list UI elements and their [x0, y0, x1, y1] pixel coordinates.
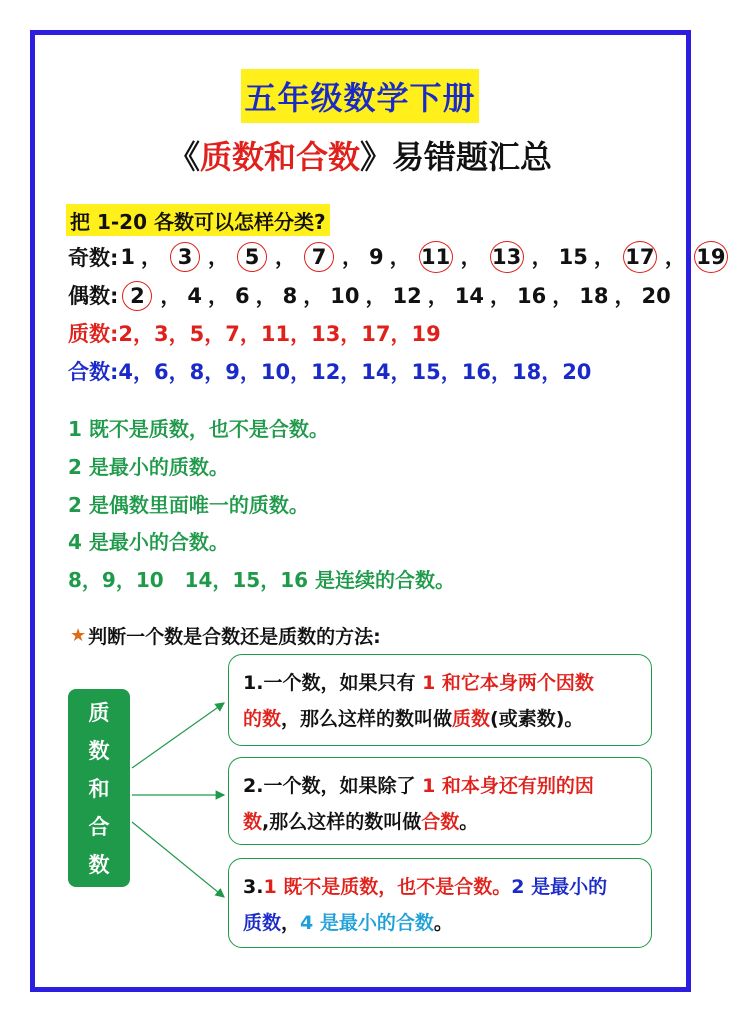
box1-text: 1.一个数，如果只有 — [243, 672, 423, 694]
circled-number: 13 — [490, 241, 524, 273]
box3-blue-text: 2 是最小的 — [511, 876, 608, 898]
number: 16 — [516, 283, 547, 308]
subtitle-topic: 质数和合数 — [199, 138, 360, 176]
number: 18 — [579, 283, 609, 308]
box3-text: 。 — [433, 912, 453, 934]
box3-text: ， — [281, 912, 301, 934]
box3-blue-text: 质数 — [243, 912, 282, 934]
side-char: 合 — [88, 815, 110, 839]
separator: ， — [303, 283, 325, 308]
circled-number: 19 — [694, 241, 728, 273]
page-title: 五年级数学下册 — [241, 69, 479, 123]
box2-red-text: 数 — [243, 811, 263, 833]
fact-item: 2 是偶数里面唯一的质数。 — [68, 492, 309, 517]
box2-text: 2.一个数，如果除了 — [243, 775, 423, 797]
separator: ， — [255, 283, 277, 308]
method-title: 判断一个数是合数还是质数的方法: — [88, 625, 381, 648]
separator: ， — [141, 245, 163, 269]
even-label: 偶数: — [68, 284, 119, 308]
circled-number: 7 — [304, 242, 334, 272]
number: 6 — [235, 283, 250, 308]
star-icon: ★ — [70, 624, 87, 646]
summary-box — [228, 858, 652, 948]
side-char: 数 — [88, 739, 110, 763]
separator: ， — [531, 245, 553, 269]
prime-label: 质数: — [68, 322, 119, 346]
fact-item: 8，9，10 14，15，16 是连续的合数。 — [68, 567, 456, 592]
separator: ， — [664, 245, 686, 269]
number: 14 — [454, 283, 484, 308]
box2-text: 。 — [459, 811, 479, 833]
box2-term: 合数 — [421, 811, 460, 833]
definition-box-prime — [228, 654, 652, 746]
separator: ， — [208, 283, 230, 308]
separator: ， — [593, 245, 615, 269]
box3-red-text: 1 既不是质数，也不是合数。 — [263, 876, 512, 898]
separator: ， — [460, 245, 482, 269]
box1-text: ，那么这样的数叫做 — [281, 708, 453, 730]
fact-item: 2 是最小的质数。 — [68, 454, 229, 479]
circled-number: 3 — [170, 242, 200, 272]
separator: ， — [342, 245, 364, 269]
separator: ， — [208, 245, 230, 269]
number: 12 — [392, 283, 422, 308]
arrow-to-box1 — [132, 703, 224, 768]
composite-list: 4，6，8，9，10，12，14，15，16，18，20 — [118, 360, 592, 384]
box1-red-text: 1 和它本身两个因数 — [422, 672, 594, 694]
number: 8 — [282, 283, 298, 308]
separator: ， — [160, 283, 182, 308]
number: 1 — [120, 245, 136, 269]
circled-number: 17 — [623, 241, 657, 273]
box1-term: 质数 — [452, 708, 491, 730]
fact-item: 1 既不是质数，也不是合数。 — [68, 416, 329, 441]
fact-item: 4 是最小的合数。 — [68, 529, 229, 554]
separator: ， — [275, 245, 297, 269]
number: 20 — [641, 283, 671, 308]
separator: ， — [489, 283, 511, 308]
circled-number: 2 — [122, 281, 152, 311]
circled-number: 5 — [237, 242, 267, 272]
definition-box-composite — [228, 757, 652, 845]
separator: ， — [365, 283, 387, 308]
separator: ， — [614, 283, 636, 308]
subtitle-open: 《 — [167, 138, 200, 176]
box2-red-text: 1 和本身还有别的因 — [422, 775, 594, 797]
separator: ， — [552, 283, 574, 308]
box2-text: ,那么这样的数叫做 — [262, 811, 422, 833]
number: 9 — [369, 245, 384, 269]
subtitle-close: 》易错题汇总 — [360, 138, 553, 176]
odd-label: 奇数: — [68, 246, 119, 270]
box3-text: 3. — [243, 876, 264, 898]
box1-text: (或素数)。 — [490, 708, 584, 730]
question-heading: 把 1-20 各数可以怎样分类? — [66, 204, 330, 236]
side-char: 质 — [88, 701, 110, 725]
side-char: 和 — [88, 777, 110, 801]
box1-red-text: 的数 — [243, 708, 282, 730]
side-char: 数 — [88, 853, 110, 877]
separator: ， — [389, 245, 411, 269]
number: 15 — [558, 245, 588, 269]
number: 4 — [187, 283, 203, 308]
box3-cyan-text: 4 是最小的合数 — [300, 912, 434, 934]
composite-label: 合数: — [68, 360, 119, 384]
separator: ， — [427, 283, 449, 308]
number: 10 — [330, 283, 360, 308]
circled-number: 11 — [419, 241, 453, 273]
arrow-to-box3 — [132, 822, 224, 897]
prime-list: 2，3，5，7，11，13，17，19 — [118, 322, 441, 346]
